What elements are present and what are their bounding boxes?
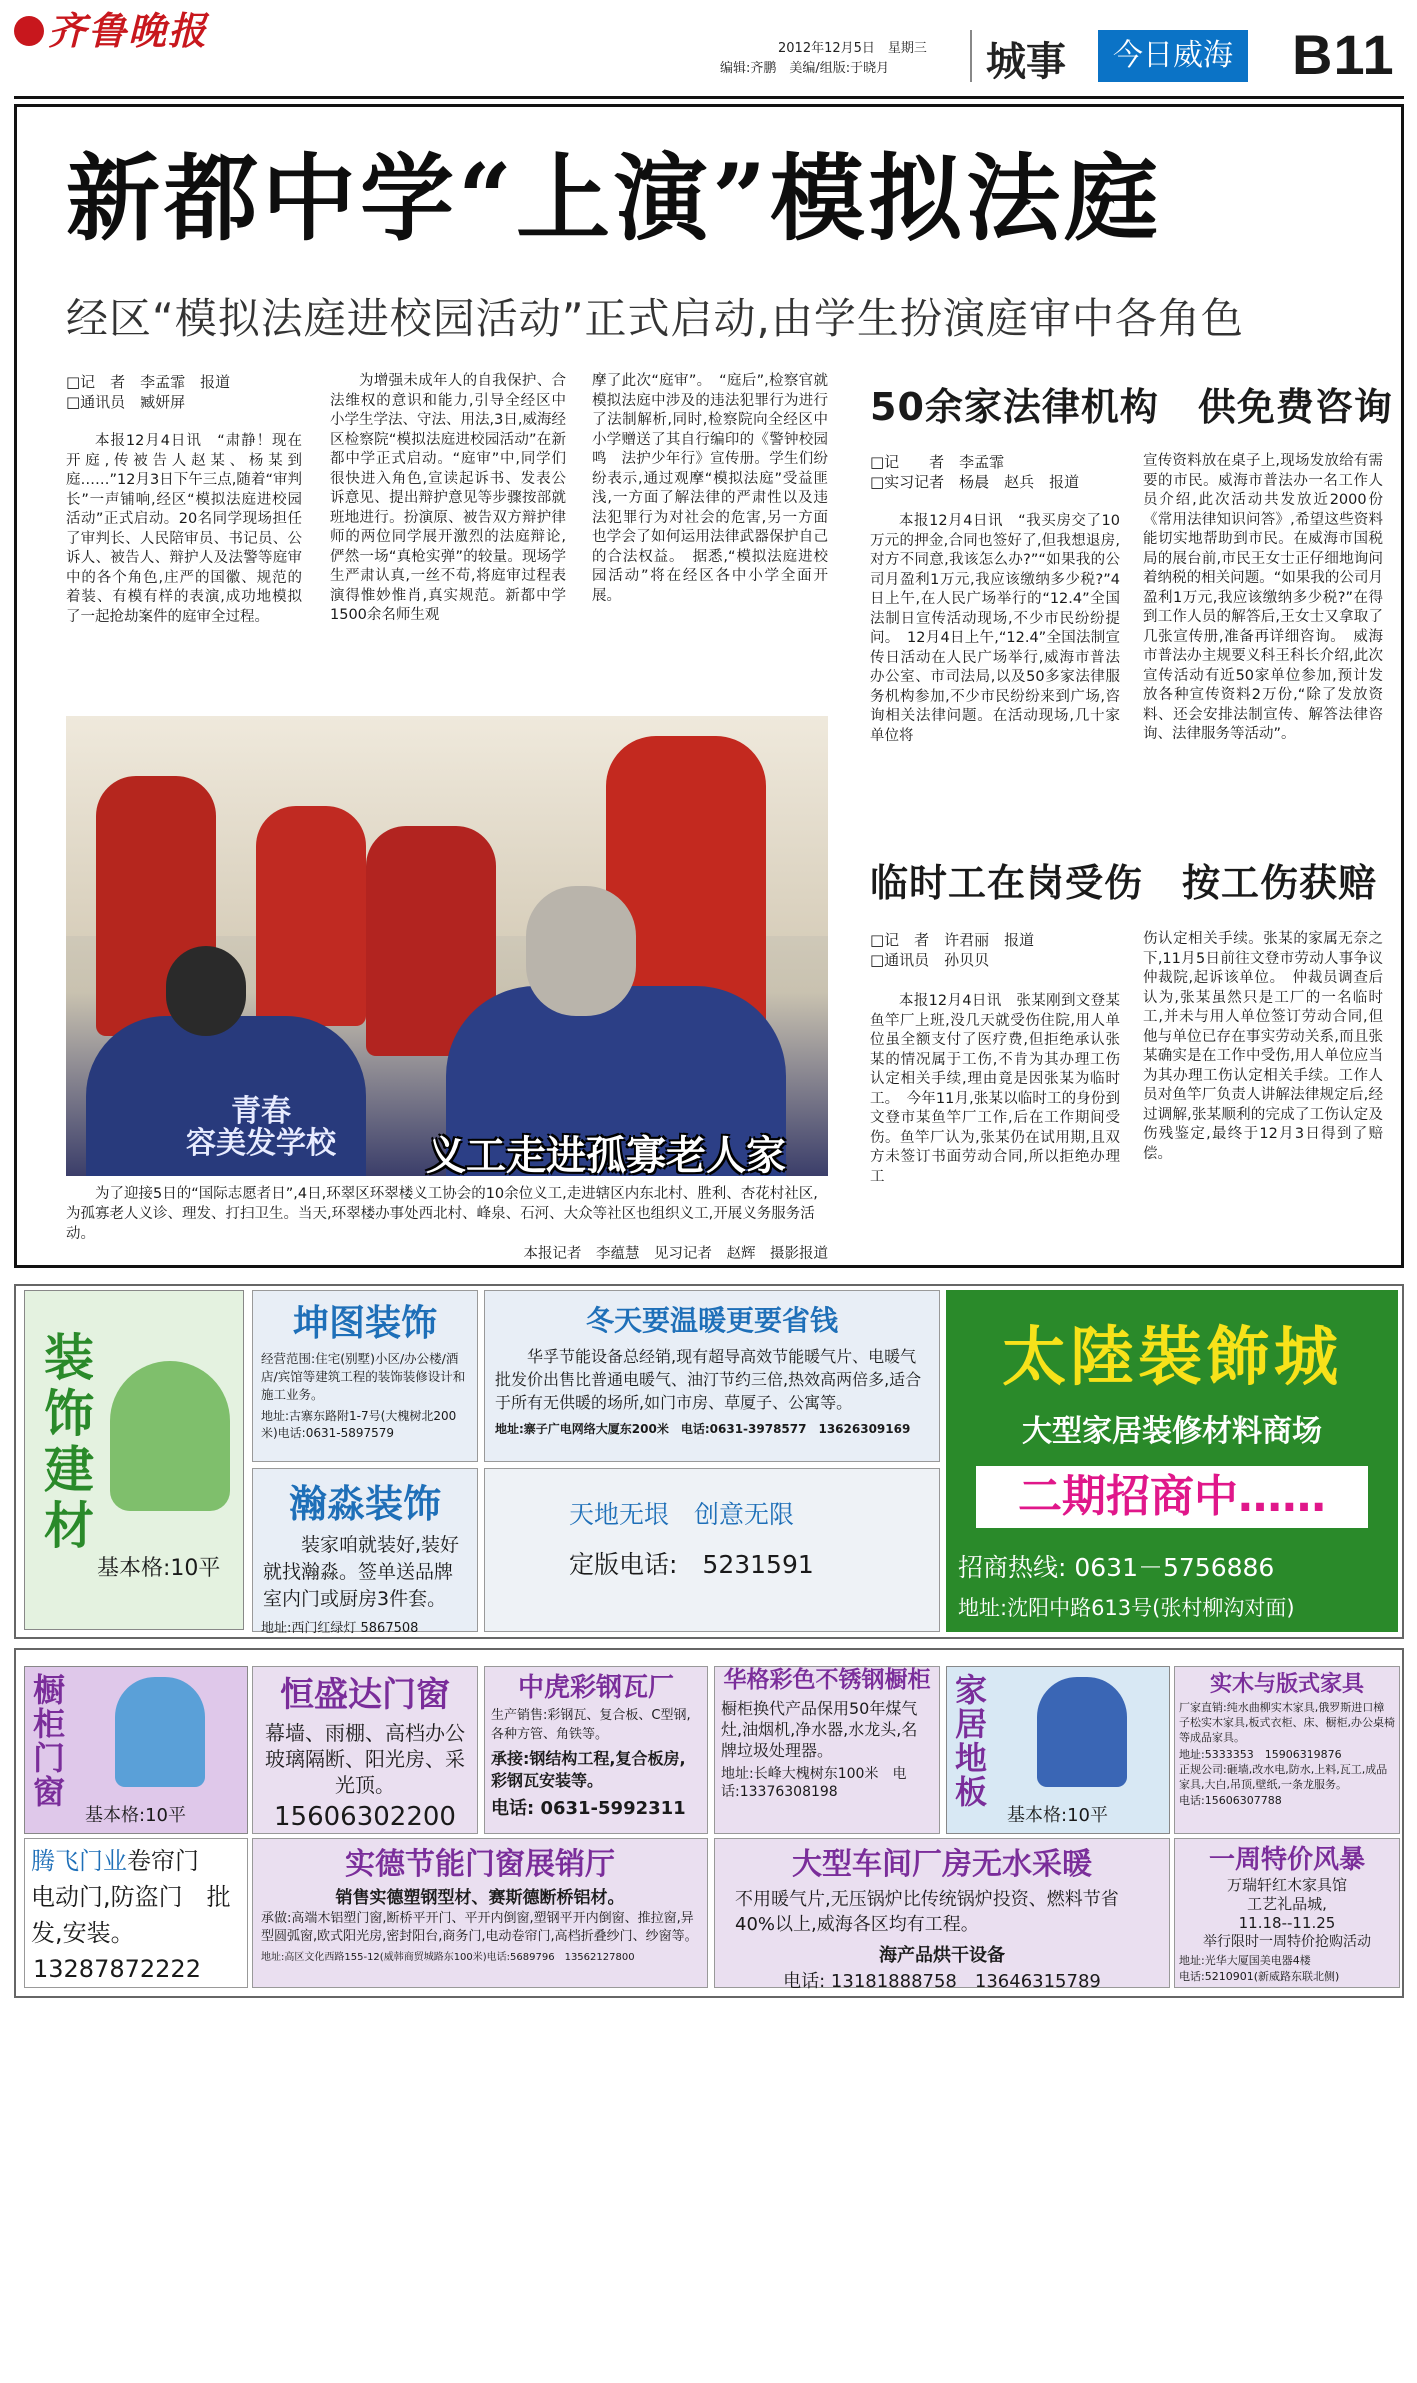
ad-jiaju-base-size: 基本格:10平: [1007, 1805, 1108, 1826]
page-number: B11: [1292, 23, 1395, 86]
lead-headline: 新都中学“上演”模拟法庭: [66, 144, 1163, 254]
volunteer-photo: [66, 716, 828, 1176]
photo-caption: 为了迎接5日的“国际志愿者日”,4日,环翠区环翠楼义工协会的10余位义工,走进辖区内东北村、胜利、杏花村社区,为孤寡老人义诊、理发、打扫卫生。当天,环翠楼办事处西北村、峰泉、石河、大众等社区也组织义工,开展义务服务活动。 本报记者 李蕴慧 见习记者 赵辉 摄影报道: [66, 1186, 828, 1262]
ad-zhonghu: 中虎彩钢瓦厂 生产销售:彩钢瓦、复合板、C型钢,各种方管、角铁等。 承接:钢结构工程,复合板房,彩钢瓦安装等。 电话: 0631-5992311: [484, 1666, 708, 1834]
photo-head-left: [166, 946, 246, 1036]
lead-byline: □记 者 李孟霏 报道 □通讯员 臧妍屏: [66, 373, 231, 411]
ad-tengfei: 腾飞门业卷帘门 电动门,防盗门 批发,安装。 13287872222: [24, 1838, 248, 1988]
ad-hanmiao: 瀚淼装饰 装家咱就装好,装好就找瀚淼。签单送品牌室内门或厨房3件套。 地址:西门红绿灯 5867508: [252, 1468, 478, 1632]
ad-chejian: 大型车间厂房无水采暖 不用暖气片,无压锅炉比传统锅炉投资、燃料节省40%以上,威海各区均有工程。 海产品烘干设备 电话: 13181888758 13646315789: [714, 1838, 1170, 1988]
worker-illustration-icon: [115, 1677, 205, 1787]
ad-huage: 华格彩色不锈钢橱柜 橱柜换代产品保用50年煤气灶,油烟机,净水器,水龙头,名牌垃圾处理器。 地址:长峰大槐树东100米 电话:13376308198: [714, 1666, 940, 1834]
ad-deco-base-size: 基本格:10平: [97, 1556, 221, 1581]
story2-col2: 宣传资料放在桌子上,现场发放给有需要的市民。威海市普法办一名工作人员介绍,此次活动共发放近2000份《常用法律知识问答》,希望这些资料能切实地帮助到市民。在威海市国税局的展台前,市民王女士正仔细地询问着纳税的相关问题。“如果我的公司月盈利1万元,我应该缴纳多少税?”在得到工作人员的解答后,王女士又拿取了几张宣传册,准备再详细咨询。 威海市普法办主规要义科王科长介绍,此次宣传活动有近50家单位参加,预计发放各种宣传资料2万份,“除了发放资料、还会安排法制宣传、解答法律咨询、法律服务等活动”。: [1143, 453, 1383, 742]
story3-col2: 伤认定相关手续。张某的家属无奈之下,11月5日前往文登市劳动人事争议仲裁院,起诉该单位。 仲裁员调查后认为,张某虽然只是工厂的一名临时工,并未与用人单位签订劳动合同,但他与单位已存在事实劳动关系,而且张某确实是在工作中受伤,用人单位应当为其办理工伤认定相关手续。工作人员对鱼竿厂负责人讲解法律规定后,经过调解,张某顺利的完成了工伤认定及伤残鉴定,最终于12月3日得到了赔偿。: [1143, 931, 1383, 1162]
ad-tiandi: 天地无垠 创意无限 定版电话: 5231591: [484, 1468, 940, 1632]
story3-col1: 本报12月4日讯 张某刚到文登某鱼竿厂上班,没几天就受伤住院,用人单位虽全额支付了医疗费,但拒绝承认张某的情况属于工伤,不肯为其办理工伤认定相关手续,理由竟是因张某为临时工。 今年11月,张某以临时工的身份到文登市某鱼竿厂工作,后在工作期间受伤。鱼竿厂认为,张某仍在试用期,且双方未签订书面劳动合同,所以拒绝办理工: [870, 993, 1120, 1185]
ad-winter: 冬天要温暖更要省钱 华孚节能设备总经销,现有超导高效节能暖气片、电暖气批发价出售比普通电暖气、油汀节约三倍,热效高两倍多,适合于所有无供暖的场所,如门市房、草厦子、公寓等。 地址:寨子广电网络大厦东200米 电话:0631-3978577 13626309169: [484, 1290, 940, 1462]
ad-kuntu: 坤图装饰 经营范围:住宅(别墅)小区/办公楼/酒店/宾馆等建筑工程的装饰装修设计和施工业务。 地址:古寨东路附1-7号(大槐树北200米)电话:0631-5897579: [252, 1290, 478, 1462]
worker-illustration-icon: [110, 1361, 230, 1511]
ad-doors-vertical: 橱柜门窗: [28, 1673, 66, 1809]
photo-head-right: [526, 886, 636, 1016]
ad-shide: 实德节能门窗展销厅 销售实德塑钢型材、赛斯德断桥铝材。 承做:高端木铝塑门窗,断桥平开门、平开内倒窗,塑钢平开内倒窗、推拉窗,异型圆弧窗,欧式阳光房,密封阳台,商务门,电动卷帘门,高档折叠纱门、纱窗等。 地址:高区文化西路155-12(威韩商贸城路东100米)电话:5689796 13562127800: [252, 1838, 708, 1988]
lead-col2: 为增强未成年人的自我保护、合法维权的意识和能力,引导全经区中小学生学法、守法、用法,3日,威海经区检察院“模拟法庭进校园活动”在新都中学正式启动。“庭审”中,同学们很快进入角色,宣读起诉书、发表公诉意见、提出辩护意见等步骤按部就班地进行。扮演原、被告双方辩护律师的两位同学展开激烈的法庭辩论,俨然一场“真枪实弹”的较量。现场学生严肃认真,一丝不苟,将庭审过程表演得惟妙惟肖,真实规范。新都中学1500余名师生观: [330, 373, 566, 623]
lead-subhead: 经区“模拟法庭进校园活动”正式启动,由学生扮演庭审中各角色: [66, 294, 1244, 343]
story2-title: 50余家法律机构 供免费咨询: [870, 385, 1393, 429]
ad-talu: 太陸裝飾城 大型家居装修材料商场 二期招商中…… 招商热线: 0631－5756886 地址:沈阳中路613号(张村柳沟对面): [946, 1290, 1398, 1632]
header-divider: [970, 30, 972, 82]
lead-col1: 本报12月4日讯 “肃静！现在开庭,传被告人赵某、杨某到庭……”12月3日下午三点,随着“审判长”一声铺响,经区“模拟法庭进校园活动”正式启动。20名同学现场担任了审判长、人民陪审员、书记员、公诉人、被告人、辩护人及法警等庭审中的各个角色,庄严的国徽、规范的着装、有模有样的表演,成功地模拟了一起抢劫案件的庭审全过程。: [66, 433, 302, 625]
ad-jiaju-base: [946, 1666, 1170, 1834]
ad-doors-base-size: 基本格:10平: [85, 1805, 186, 1826]
story3-byline: □记 者 许君丽 报道 □通讯员 孙贝贝: [870, 931, 1035, 969]
newspaper-logo: [14, 8, 224, 54]
ad-shimu: 实木与版式家具 厂家直销:纯水曲柳实木家具,俄罗斯进口樟子松实木家具,板式衣柜、床、橱柜,办公桌椅等成品家具。 地址:5333353 15906319876 正规公司:砸墙,改水电,防水,上料,瓦工,成品家具,大白,吊顶,壁纸,一条龙服务。 电话:15606307788: [1174, 1666, 1400, 1834]
logo-mark-icon: [14, 16, 44, 46]
ad-deco-vertical: 装饰建材: [36, 1331, 94, 1555]
lead-col3: 摩了此次“庭审”。 “庭后”,检察官就模拟法庭中涉及的违法犯罪行为进行了法制解析,同时,检察院向全经区中小学赠送了其自行编印的《警钟校园鸣 法护少年行》宣传册。学生们纷纷表示,通过观摩“模拟法庭”受益匪浅,一方面了解法律的严肃性以及违法犯罪行为对社会的危害,另一方面也学会了如何运用法律武器保护自己的合法权益。 据悉,“模拟法庭进校园活动”将在经区各中小学全面开展。: [592, 373, 828, 604]
photo-person-2: [256, 806, 366, 1026]
header-rule: [14, 96, 1404, 99]
ad-deco-base: [24, 1290, 244, 1630]
ad-jiaju-vertical: 家居地板: [950, 1673, 988, 1809]
story3-title: 临时工在岗受伤 按工伤获赔: [870, 861, 1378, 905]
story2-byline: □记 者 李孟霏 □实习记者 杨晨 赵兵 报道: [870, 453, 1080, 491]
logo-text: 齐鲁晚报: [48, 8, 209, 53]
section-name: 城事: [986, 38, 1066, 85]
ad-tejia: 一周特价风暴 万瑞轩红木家具馆 工艺礼品城, 11.18--11.25 举行限时一周特价抢购活动 地址:光华大厦国美电器4楼 电话:5210901(新威路东联北侧): [1174, 1838, 1400, 1988]
ad-hengsheng: 恒盛达门窗 幕墙、雨棚、高档办公玻璃隔断、阳光房、采光顶。 15606302200: [252, 1666, 478, 1834]
editor-line: 编辑:齐鹏 美编/组版:于晓月: [720, 61, 890, 76]
photo-cape-text: 青春 容美发学校: [186, 1094, 336, 1161]
story2-col1: 本报12月4日讯 “我买房交了10万元的押金,合同也签好了,但我想退房,对方不同意,我该怎么办?”“如果我的公司月盈利1万元,我应该缴纳多少税?”4日上午,在人民广场举行的“12.4”全国法制日宣传活动现场,不少市民纷纷提问。 12月4日上午,“12.4”全国法制宣传日活动在人民广场举行,威海市普法办公室、市司法局,以及50多家法律服务机构参加,不少市民纷纷来到广场,咨询相关法律问题。在活动现场,几十家单位将: [870, 513, 1120, 744]
ad-doors-base: [24, 1666, 248, 1834]
plumber-illustration-icon: [1037, 1677, 1127, 1787]
photo-label: 义工走进孤寡老人家: [426, 1133, 786, 1176]
section-tag: 今日威海: [1098, 30, 1248, 82]
issue-date: 2012年12月5日 星期三: [778, 41, 927, 56]
